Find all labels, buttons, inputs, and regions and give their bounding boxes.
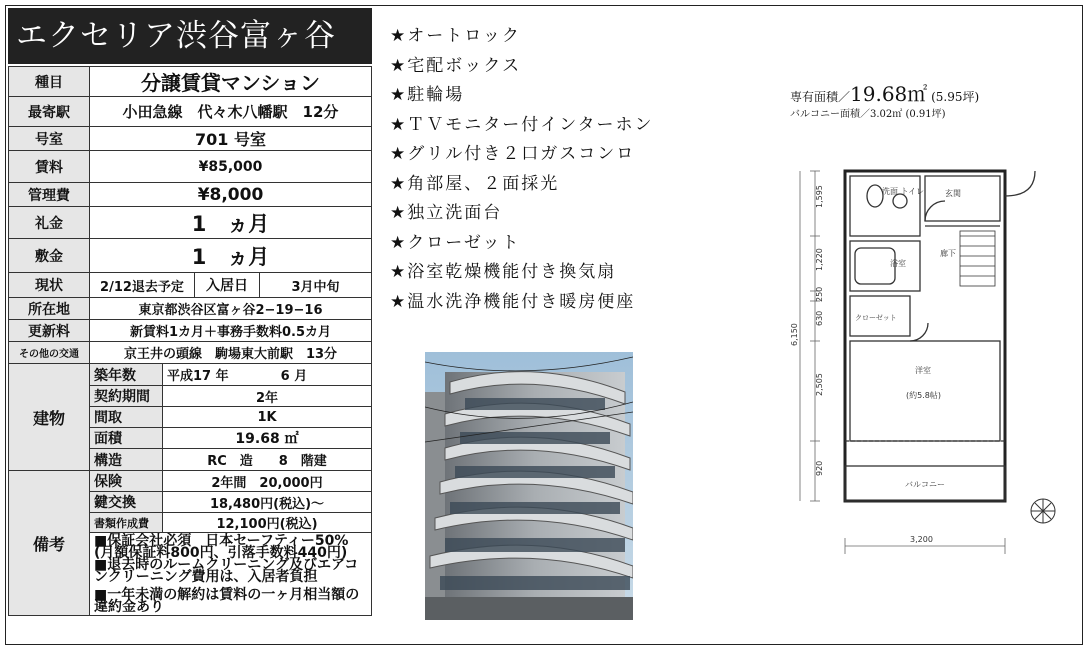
dim-250: 250 xyxy=(815,286,824,302)
row-insurance xyxy=(9,471,372,492)
deposit-value: 1 ヵ月 xyxy=(90,239,372,273)
keymoney-label: 礼金 xyxy=(9,207,90,239)
room-western: 洋室 xyxy=(915,366,931,375)
station-value: 小田急線 代々木八幡駅 12分 xyxy=(90,97,372,127)
row-keymoney xyxy=(9,207,372,239)
area-value: 19.68 ㎡ xyxy=(163,428,372,449)
feature-item: ★角部屋、２面採光 xyxy=(390,173,560,194)
feature-item: ★ＴＶモニター付インターホン xyxy=(390,114,654,135)
renewal-value: 新賃料1カ月＋事務手数料0.5カ月 xyxy=(90,320,372,342)
rent-label: 賃料 xyxy=(9,151,90,183)
address-value: 東京都渋谷区富ヶ谷2−19−16 xyxy=(90,298,372,320)
transport-label: その他の交通 xyxy=(9,342,90,364)
feature-item: ★独立洗面台 xyxy=(390,203,503,223)
feature-item: ★グリル付き２口ガスコンロ xyxy=(390,144,636,164)
row-renewal xyxy=(9,320,372,342)
remarks-label: 備考 xyxy=(9,471,90,616)
address-label: 所在地 xyxy=(9,298,90,320)
room-closet: クローゼット xyxy=(855,314,897,322)
built-label: 築年数 xyxy=(90,364,163,386)
room-bath: 浴室 xyxy=(890,259,906,268)
feature-item: ★浴室乾燥機能付き換気扇 xyxy=(390,262,617,282)
property-info-table xyxy=(8,66,372,616)
feature-item: ★オートロック xyxy=(390,26,521,46)
movein-label: 入居日 xyxy=(195,273,260,297)
room-balcony: バルコニー xyxy=(905,480,945,489)
feature-item: ★駐輪場 xyxy=(390,85,465,105)
row-built xyxy=(9,364,372,386)
dim-total: 6,150 xyxy=(790,323,799,346)
type-label: 種目 xyxy=(9,67,90,97)
room-toilet: 洗面 トイレ xyxy=(882,187,925,196)
row-mgmt xyxy=(9,183,372,207)
status-label: 現状 xyxy=(9,273,90,298)
dim-920: 920 xyxy=(815,460,824,476)
row-deposit xyxy=(9,239,372,273)
note-3: ■一年未満の解約は賃料の一ヶ月相当額の違約金あり xyxy=(94,587,360,615)
building-label: 建物 xyxy=(9,364,90,471)
deposit-label: 敷金 xyxy=(9,239,90,273)
area-heading-tsubo: (5.95坪) xyxy=(931,90,980,104)
row-rent xyxy=(9,151,372,183)
feature-item: ★宅配ボックス xyxy=(390,55,522,76)
room-western-size: (約5.8帖) xyxy=(906,391,941,400)
area-heading-value: 19.68㎡ xyxy=(850,82,928,106)
note-1: ■保証会社必須 日本セーフティー50%(月額保証料800円、引落手数料440円) xyxy=(94,533,349,561)
room-label: 号室 xyxy=(9,127,90,151)
building-photo xyxy=(425,352,633,620)
renewal-label: 更新料 xyxy=(9,320,90,342)
floor-plan xyxy=(760,76,1080,566)
row-station xyxy=(9,97,372,127)
layout-label: 間取 xyxy=(90,407,163,428)
feature-item: ★温水洗浄機能付き暖房便座 xyxy=(390,291,636,312)
row-room xyxy=(9,127,372,151)
layout-value: 1K xyxy=(163,407,372,428)
mgmt-label: 管理費 xyxy=(9,183,90,207)
rent-value: ¥85,000 xyxy=(90,151,372,183)
feature-item: ★クローゼット xyxy=(390,232,521,253)
notes-cell xyxy=(90,533,372,616)
contract-value: 2年 xyxy=(163,386,372,407)
feature-list xyxy=(390,22,654,317)
structure-value: RC 造 8 階建 xyxy=(163,449,372,471)
dim-width: 3,200 xyxy=(910,535,933,544)
dim-1220: 1,220 xyxy=(815,248,824,271)
mgmt-value: ¥8,000 xyxy=(90,183,372,207)
keymoney-value: 1 ヵ月 xyxy=(90,207,372,239)
transport-value: 京王井の頭線 駒場東大前駅 13分 xyxy=(90,342,372,364)
keychange-label: 鍵交換 xyxy=(90,492,163,513)
contract-label: 契約期間 xyxy=(90,386,163,407)
insurance-value: 2年間 20,000円 xyxy=(163,471,372,492)
station-label: 最寄駅 xyxy=(9,97,90,127)
row-type xyxy=(9,67,372,97)
movein-value: 3月中旬 xyxy=(291,279,340,295)
insurance-label: 保険 xyxy=(90,471,163,492)
keychange-value: 18,480円(税込)～ xyxy=(163,492,372,513)
dim-2505: 2,505 xyxy=(815,373,824,396)
status-value: 2/12退去予定 xyxy=(90,273,195,297)
row-transport xyxy=(9,342,372,364)
row-address xyxy=(9,298,372,320)
structure-label: 構造 xyxy=(90,449,163,471)
dim-1595: 1,595 xyxy=(815,185,824,208)
type-value: 分譲賃貸マンション xyxy=(90,67,372,97)
built-value: 平成17 年 6 月 xyxy=(163,364,372,386)
room-entrance: 玄関 xyxy=(945,189,961,198)
area-heading-label: 専有面積／ xyxy=(790,90,851,104)
room-value: 701 号室 xyxy=(90,127,372,151)
row-status xyxy=(9,273,372,298)
room-hall: 廊下 xyxy=(940,249,956,258)
balcony-area: バルコニー面積／3.02㎡ (0.91坪) xyxy=(790,109,946,120)
docfee-label: 書類作成費 xyxy=(90,513,163,533)
compass-icon xyxy=(1031,499,1055,523)
note-2: ■退去時のルームクリーニング及びエアコンクリーニング費用は、入居者負担 xyxy=(94,557,359,585)
area-label: 面積 xyxy=(90,428,163,449)
docfee-value: 12,100円(税込) xyxy=(163,513,372,533)
dim-630: 630 xyxy=(815,310,824,326)
property-title: エクセリア渋谷富ヶ谷 xyxy=(8,8,372,64)
